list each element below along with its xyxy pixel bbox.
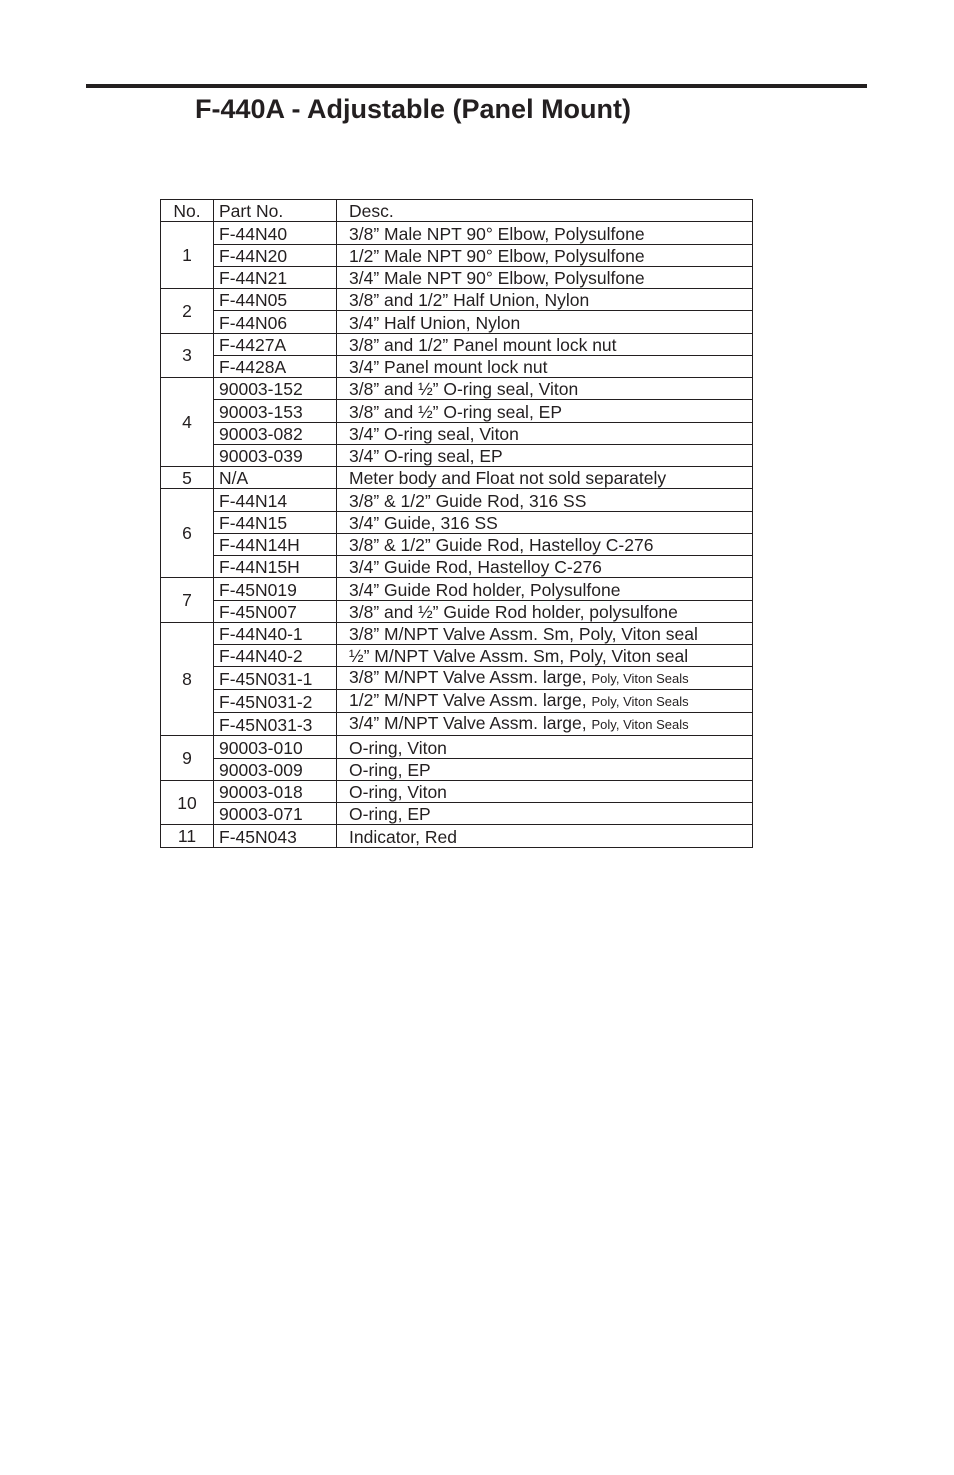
table-row bbox=[161, 780, 753, 802]
table-row bbox=[161, 736, 753, 758]
table-row bbox=[161, 645, 753, 667]
description-text: Indicator, Red bbox=[349, 826, 457, 847]
header-part-no: Part No. bbox=[214, 200, 337, 222]
description-text: ½” M/NPT Valve Assm. Sm, Poly, Viton seal bbox=[349, 646, 689, 667]
part-number: F-44N40-2 bbox=[214, 645, 337, 667]
part-number: F-44N21 bbox=[214, 266, 337, 288]
header-desc: Desc. bbox=[337, 200, 753, 222]
parts-table bbox=[160, 199, 753, 848]
part-description bbox=[337, 667, 753, 690]
part-description bbox=[337, 803, 753, 825]
description-text: 3/4” Half Union, Nylon bbox=[349, 312, 521, 333]
item-number: 7 bbox=[161, 578, 214, 623]
description-text: 3/4” Panel mount lock nut bbox=[349, 357, 548, 377]
table-row bbox=[161, 578, 753, 600]
part-description bbox=[337, 489, 753, 511]
description-text: 3/8” & 1/2” Guide Rod, 316 SS bbox=[349, 490, 587, 511]
part-description bbox=[337, 758, 753, 780]
table-row bbox=[161, 244, 753, 266]
part-number: 90003-082 bbox=[214, 422, 337, 444]
item-number: 11 bbox=[161, 825, 214, 847]
part-description bbox=[337, 556, 753, 578]
description-text: 3/4” Guide Rod holder, Polysulfone bbox=[349, 579, 621, 600]
item-number: 10 bbox=[161, 780, 214, 825]
part-description bbox=[337, 289, 753, 311]
page-title: F-440A - Adjustable (Panel Mount) bbox=[195, 94, 632, 124]
part-number: 90003-153 bbox=[214, 400, 337, 422]
part-number: F-44N14 bbox=[214, 489, 337, 511]
description-text: O-ring, EP bbox=[349, 759, 431, 780]
part-description bbox=[337, 400, 753, 422]
table-row bbox=[161, 422, 753, 444]
part-description bbox=[337, 266, 753, 288]
part-description bbox=[337, 355, 753, 377]
description-text: 3/8” and ½” Guide Rod holder, polysulfone bbox=[349, 601, 678, 622]
item-number: 1 bbox=[161, 222, 214, 289]
part-description bbox=[337, 311, 753, 333]
table-row bbox=[161, 690, 753, 713]
description-text: 1/2” M/NPT Valve Assm. large, bbox=[349, 690, 587, 711]
part-number: F-45N031-1 bbox=[214, 667, 337, 690]
description-text: Meter body and Float not sold separately bbox=[349, 468, 667, 489]
part-description bbox=[337, 713, 753, 736]
description-text: 3/8” and 1/2” Panel mount lock nut bbox=[349, 334, 617, 355]
description-text: 3/8” M/NPT Valve Assm. large, bbox=[349, 667, 587, 688]
item-number: 3 bbox=[161, 333, 214, 378]
part-number: N/A bbox=[214, 467, 337, 489]
table-row bbox=[161, 511, 753, 533]
part-description bbox=[337, 222, 753, 244]
description-note: Poly, Viton Seals bbox=[591, 717, 689, 733]
table-row bbox=[161, 713, 753, 736]
table-row bbox=[161, 444, 753, 466]
part-number: 90003-010 bbox=[214, 736, 337, 758]
description-note: Poly, Viton Seals bbox=[591, 694, 689, 710]
description-text: 3/4” Male NPT 90° Elbow, Polysulfone bbox=[349, 268, 645, 288]
table-row bbox=[161, 825, 753, 847]
part-number: F-45N031-2 bbox=[214, 690, 337, 713]
part-description bbox=[337, 645, 753, 667]
table-row bbox=[161, 467, 753, 489]
table-row bbox=[161, 355, 753, 377]
part-number: 90003-071 bbox=[214, 803, 337, 825]
part-number: F-45N031-3 bbox=[214, 713, 337, 736]
item-number: 2 bbox=[161, 289, 214, 334]
part-number: F-44N06 bbox=[214, 311, 337, 333]
description-text: O-ring, EP bbox=[349, 804, 431, 825]
description-note: Poly, Viton Seals bbox=[591, 671, 689, 687]
part-number: F-4427A bbox=[214, 333, 337, 355]
description-text: 3/4” Guide Rod, Hastelloy C-276 bbox=[349, 557, 602, 578]
part-number: 90003-018 bbox=[214, 780, 337, 802]
description-text: 3/8” M/NPT Valve Assm. Sm, Poly, Viton seal bbox=[349, 624, 698, 644]
table-row bbox=[161, 222, 753, 244]
part-description bbox=[337, 511, 753, 533]
description-text: 1/2” Male NPT 90° Elbow, Polysulfone bbox=[349, 245, 645, 266]
part-number: F-45N019 bbox=[214, 578, 337, 600]
part-number: F-45N007 bbox=[214, 600, 337, 622]
table-row bbox=[161, 533, 753, 555]
part-description bbox=[337, 533, 753, 555]
top-rule bbox=[86, 84, 867, 88]
part-number: F-44N15 bbox=[214, 511, 337, 533]
header-no: No. bbox=[161, 200, 214, 222]
part-number: F-44N40-1 bbox=[214, 622, 337, 644]
part-description bbox=[337, 244, 753, 266]
description-text: O-ring, Viton bbox=[349, 782, 447, 802]
item-number: 8 bbox=[161, 622, 214, 736]
description-text: 3/8” & 1/2” Guide Rod, Hastelloy C-276 bbox=[349, 535, 654, 555]
part-description bbox=[337, 444, 753, 466]
table-row bbox=[161, 266, 753, 288]
part-number: F-44N20 bbox=[214, 244, 337, 266]
part-number: 90003-009 bbox=[214, 758, 337, 780]
part-number: F-44N05 bbox=[214, 289, 337, 311]
part-description bbox=[337, 622, 753, 644]
part-description bbox=[337, 825, 753, 847]
part-description bbox=[337, 578, 753, 600]
description-text: 3/8” and ½” O-ring seal, EP bbox=[349, 401, 563, 422]
part-description bbox=[337, 736, 753, 758]
part-number: F-4428A bbox=[214, 355, 337, 377]
description-text: 3/8” and ½” O-ring seal, Viton bbox=[349, 379, 579, 400]
table-row bbox=[161, 400, 753, 422]
table-row bbox=[161, 378, 753, 400]
part-description bbox=[337, 690, 753, 713]
table-row bbox=[161, 758, 753, 780]
description-text: O-ring, Viton bbox=[349, 737, 447, 758]
table-header-row bbox=[161, 200, 753, 222]
table-row bbox=[161, 311, 753, 333]
description-text: 3/8” and 1/2” Half Union, Nylon bbox=[349, 290, 590, 311]
table-row bbox=[161, 803, 753, 825]
part-description bbox=[337, 333, 753, 355]
table-row bbox=[161, 667, 753, 690]
table-row bbox=[161, 489, 753, 511]
item-number: 9 bbox=[161, 736, 214, 781]
description-text: 3/8” Male NPT 90° Elbow, Polysulfone bbox=[349, 223, 645, 244]
part-number: 90003-152 bbox=[214, 378, 337, 400]
description-text: 3/4” O-ring seal, Viton bbox=[349, 423, 519, 444]
item-number: 4 bbox=[161, 378, 214, 467]
part-description bbox=[337, 780, 753, 802]
table-row bbox=[161, 333, 753, 355]
part-number: F-44N15H bbox=[214, 556, 337, 578]
description-text: 3/4” M/NPT Valve Assm. large, bbox=[349, 713, 587, 734]
table-row bbox=[161, 600, 753, 622]
part-description bbox=[337, 422, 753, 444]
part-description bbox=[337, 467, 753, 489]
item-number: 5 bbox=[161, 467, 214, 489]
item-number: 6 bbox=[161, 489, 214, 578]
description-text: 3/4” O-ring seal, EP bbox=[349, 446, 503, 466]
description-text: 3/4” Guide, 316 SS bbox=[349, 512, 498, 533]
part-number: F-44N40 bbox=[214, 222, 337, 244]
part-description bbox=[337, 600, 753, 622]
table-row bbox=[161, 289, 753, 311]
table-row bbox=[161, 556, 753, 578]
parts-table-body bbox=[161, 222, 753, 847]
table-row bbox=[161, 622, 753, 644]
part-number: 90003-039 bbox=[214, 444, 337, 466]
part-number: F-44N14H bbox=[214, 533, 337, 555]
part-description bbox=[337, 378, 753, 400]
part-number: F-45N043 bbox=[214, 825, 337, 847]
